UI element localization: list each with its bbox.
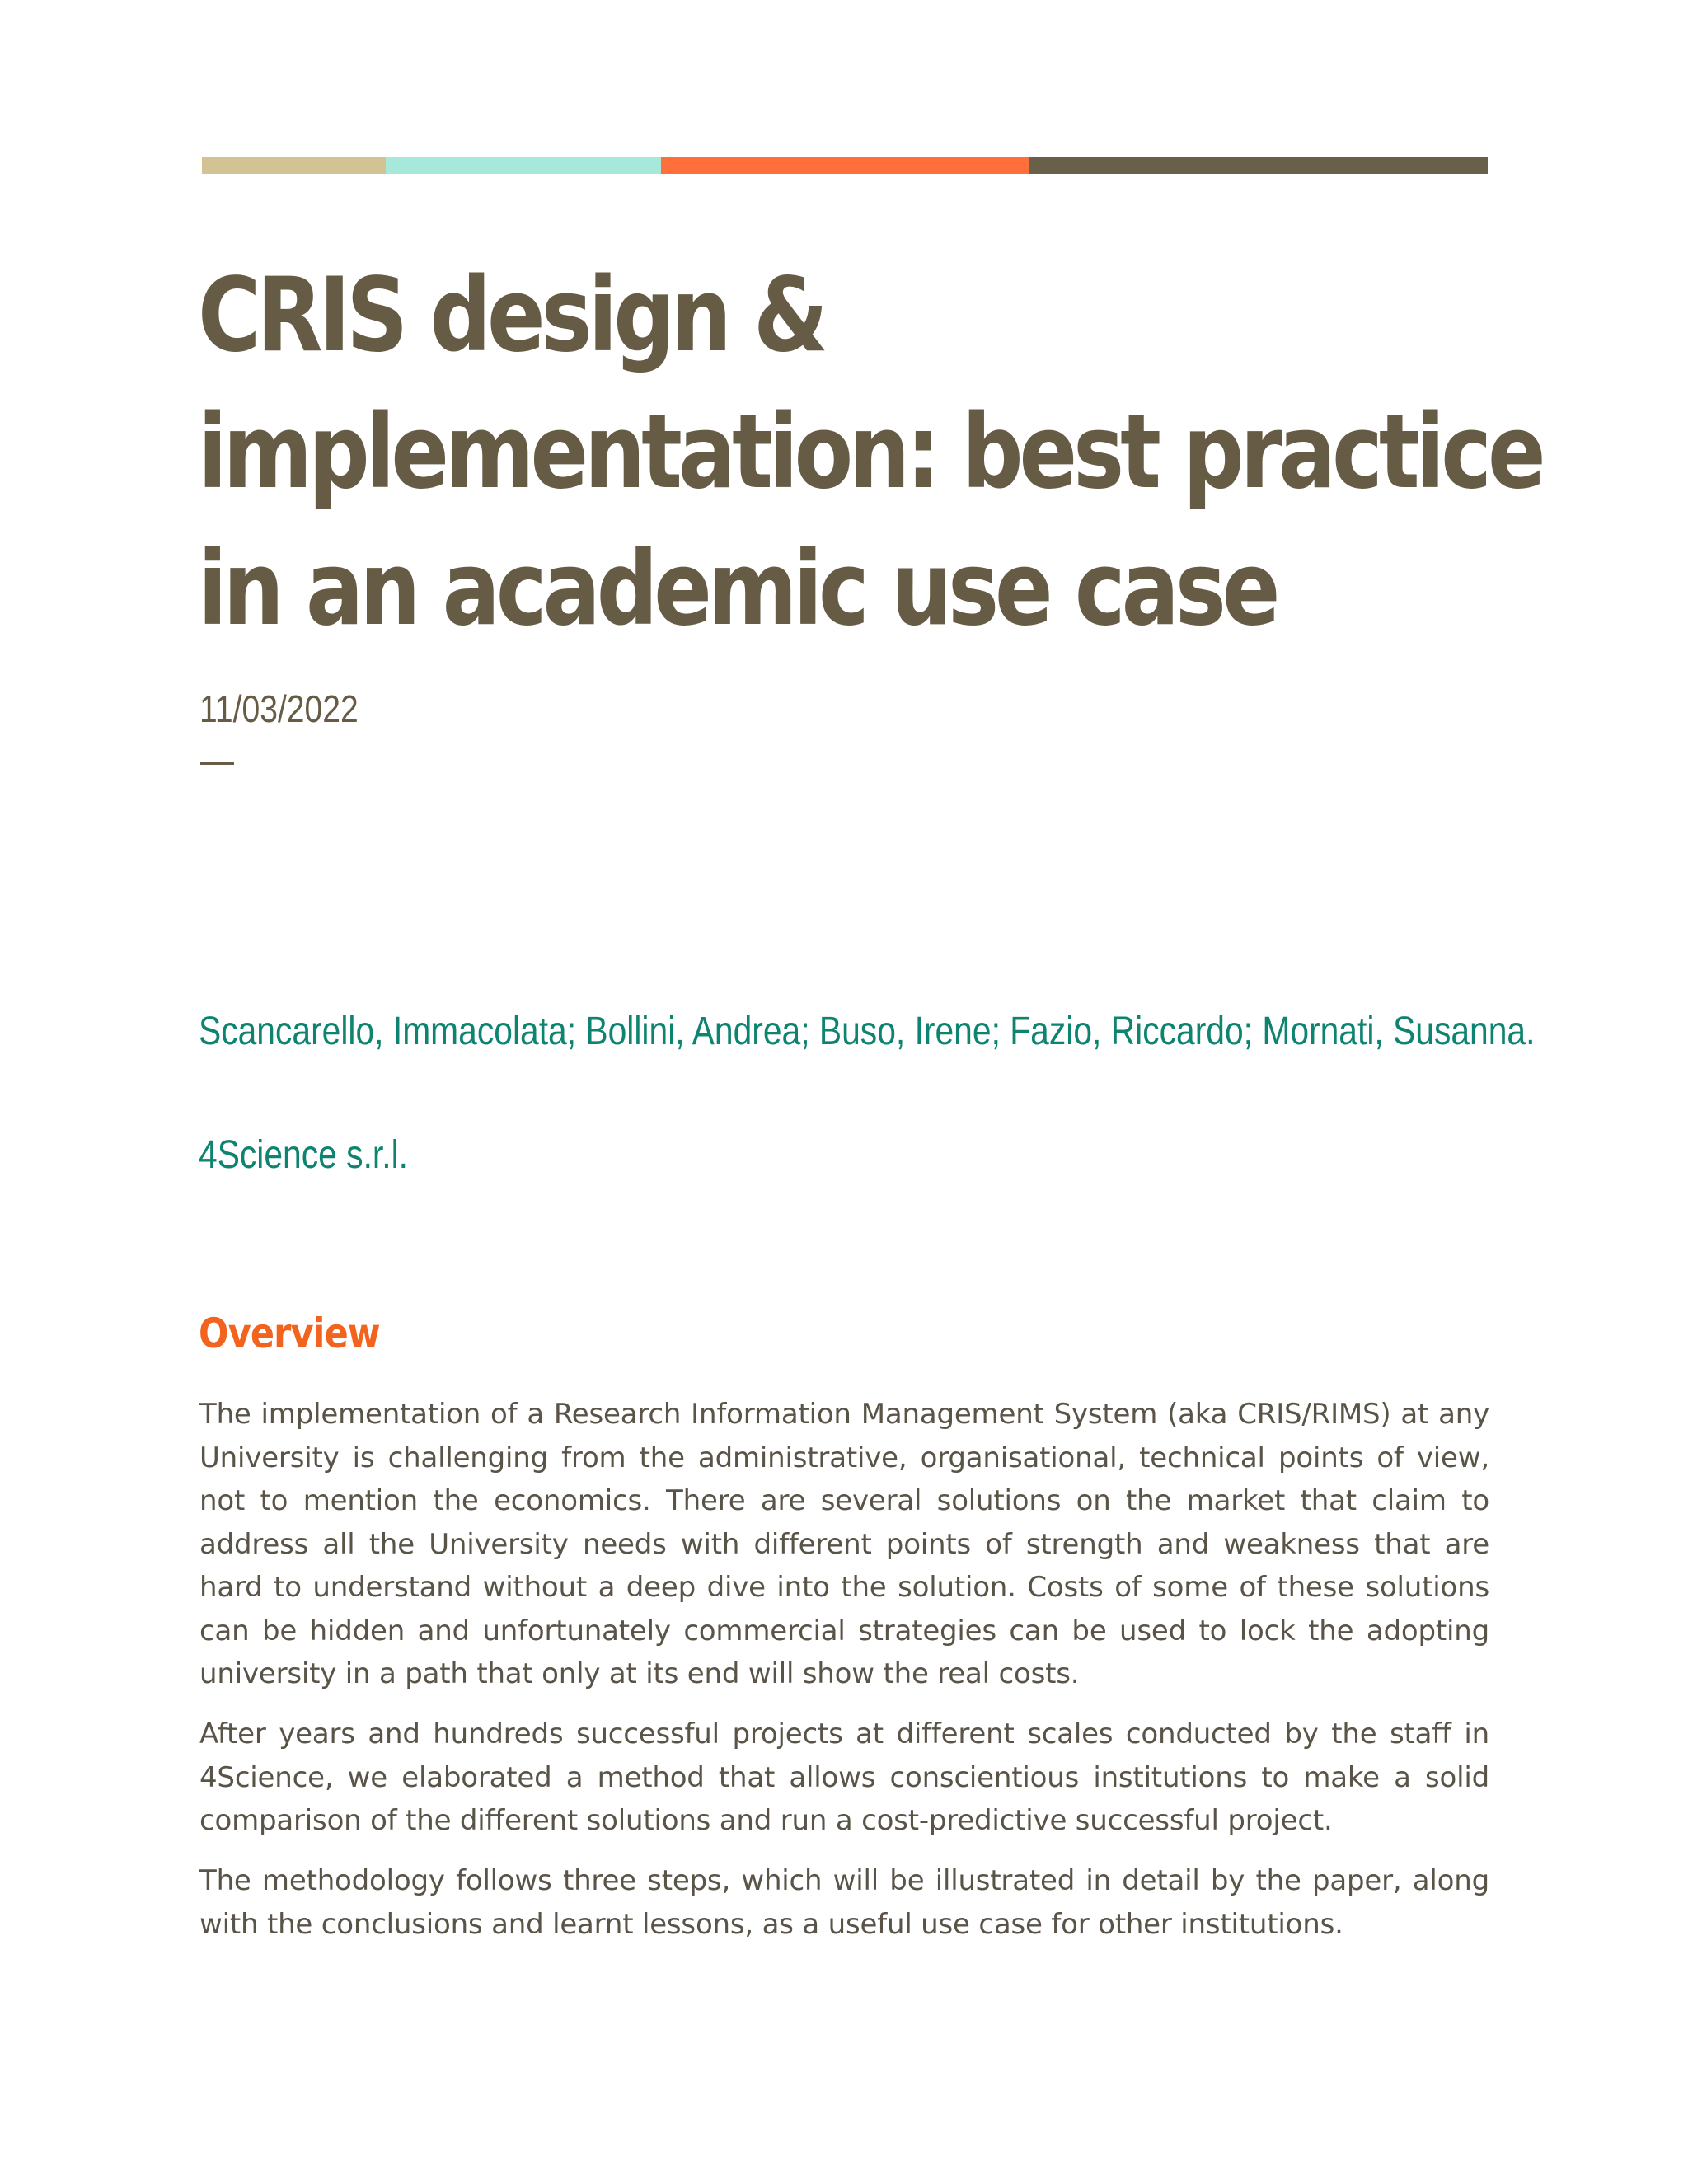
overview-paragraph-1: The implementation of a Research Information Management System (aka CRIS/RIMS) at any University is challenging from the administrative, organisational, technical points of view, not to mention the economics. There are several solutions on the market that claim to address all the University needs with different points of strength and weakness that are hard to understand without a deep dive into the solution. Costs of some of these solutions can be hidden and unfortunately commercial strategies can be used to lock the adopting university in a path that only at its end will show the real costs. [199, 1398, 1489, 1690]
title-line-2: implementation: best practice [198, 393, 1542, 512]
author-list: Scancarello, Immacolata; Bollini, Andrea; Buso, Irene; Fazio, Riccardo; Mornati, Susanna. [199, 1010, 1536, 1053]
title-line-3: in an academic use case [198, 530, 1277, 649]
document-date: 11/03/2022 [199, 687, 359, 730]
color-bar-segment-orange [661, 157, 1029, 174]
overview-paragraph-2: After years and hundreds successful projects at different scales conducted by the staff in 4Science, we elaborated a method that allows conscientious institutions to make a solid comparison of the different solutions and run a cost-predictive successful project. [199, 1718, 1489, 1837]
document-title [198, 247, 1542, 658]
color-bar-segment-tan [202, 157, 386, 174]
overview-heading: Overview [199, 1310, 380, 1357]
title-line-1: CRIS design & [198, 256, 824, 375]
decorative-color-bar [202, 157, 1488, 174]
author-affiliation: 4Science s.r.l. [199, 1133, 408, 1177]
date-underline-dash [200, 762, 234, 765]
color-bar-segment-brown [1029, 157, 1488, 174]
color-bar-segment-teal [386, 157, 661, 174]
overview-paragraph-3: The methodology follows three steps, which will be illustrated in detail by the paper, along with the conclusions and learnt lessons, as a useful use case for other institutions. [199, 1864, 1489, 1941]
